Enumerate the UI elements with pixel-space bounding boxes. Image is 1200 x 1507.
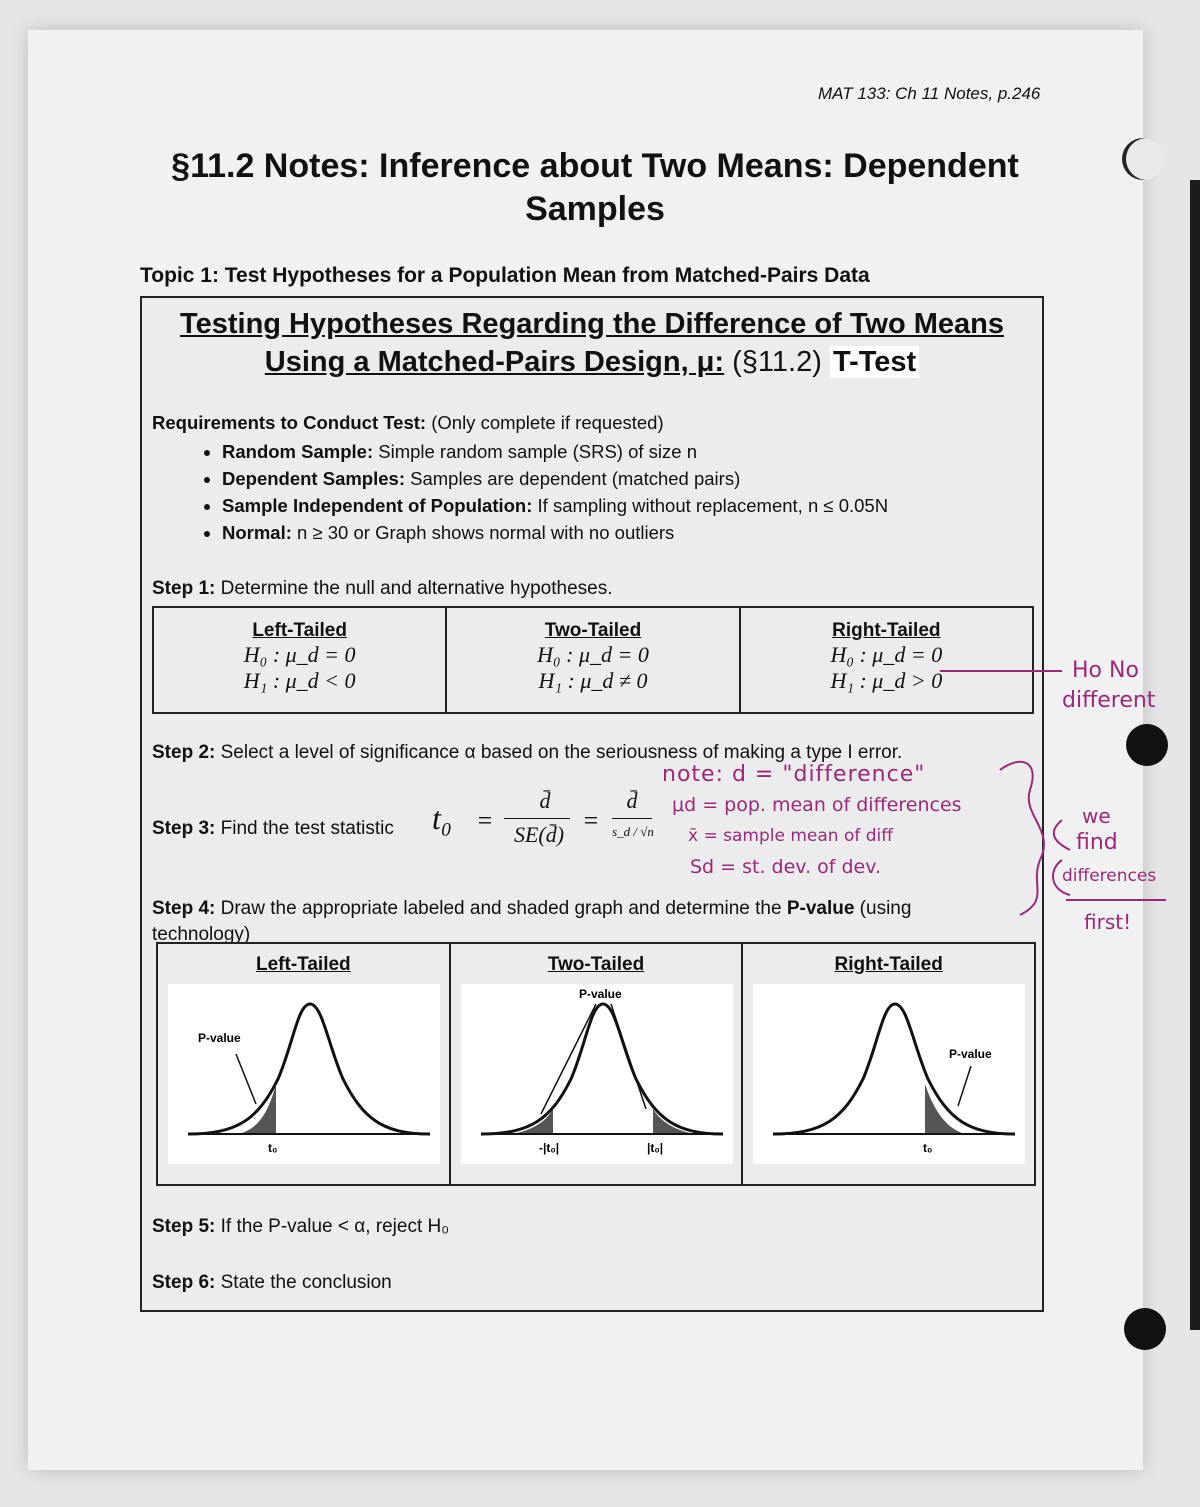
requirements-list [190,438,888,546]
svg-text:|t₀|: |t₀| [646,1141,663,1155]
test-box: Testing Hypotheses Regarding the Difference of Two Means Using a Matched-Pairs Design, μ: (§11.2) T-Test Requirements to Conduct Test: (Only complete if requested) • Random Sample: Simple random sample (SRS) of size n • Dependent Samples: Samples are dependent (matched pairs) • Sample Independent of Population: If sampling without replacement, n ≤ 0.05N • Normal: n ≥ 30 or Graph shows normal with no outliers Step 1: Determine the null and alternative hypotheses. Left-Tailed H₀ : μ_d = 0 H₁ : μ_d < 0 Two-Tailed H₀ : μ_d = 0 H₁ : μ_d ≠ 0 Right-Tailed H₀ : μ_d = 0 H₁ : μ_d > 0 Step 2: Select a level of significance α based on the seriousness of making a type I error. Step 3: Find the test statistic t₀ = d̄ SE(d̄) = d̄ s_d / √n Step 4: Draw the appropriate labeled and shaded graph and determine the P-value (using technology) Left-Tailed P-value t₀ Two-Tailed P-value -|t₀| |t₀| Right-Tailed P-value t₀ Step 5: If the P-value < α, reject H₀ Step 6: State the conclusion [140,296,1044,1312]
punch-hole-bottom [1124,1308,1166,1350]
two-tailed-curve [461,984,733,1164]
handwritten-side-3: differences [1062,866,1157,886]
graph-right: Right-Tailed P-value t₀ [743,944,1034,1184]
handwritten-note-1: note: d = "difference" [662,762,926,787]
hyp-right: Right-Tailed H₀ : μ_d = 0 H₁ : μ_d > 0 [830,620,943,693]
list-item: • Random Sample: Simple random sample (SRS) of size n [222,438,888,465]
page-title: §11.2 Notes: Inference about Two Means: Dependent Samples [171,147,1019,228]
svg-text:t₀: t₀ [923,1141,933,1155]
hypotheses-table [152,606,1034,714]
box-title: Testing Hypotheses Regarding the Difference of Two Means Using a Matched-Pairs Design, μ: (§11.2) T-Test [180,308,1004,378]
svg-text:P-value: P-value [578,987,622,1001]
handwritten-note-2: μd = pop. mean of differences [672,794,962,816]
svg-text:P-value: P-value [949,1047,993,1061]
right-tailed-curve [753,984,1025,1164]
list-item: • Dependent Samples: Samples are dependent (matched pairs) [222,465,888,492]
step-1: Step 1: Determine the null and alternative hypotheses. [152,578,613,599]
requirements-heading: Requirements to Conduct Test: (Only complete if requested) [152,412,664,433]
step-2: Step 2: Select a level of significance α based on the seriousness of making a type I error. [152,742,903,763]
svg-text:-|t₀|: -|t₀| [538,1141,559,1155]
handwritten-h0-1: Ho No [1072,658,1139,683]
step-4: Step 4: Draw the appropriate labeled and shaded graph and determine the P-value (using technology) [152,898,912,945]
list-item: • Sample Independent of Population: If sampling without replacement, n ≤ 0.05N [222,492,888,519]
topic-heading: Topic 1: Test Hypotheses for a Population Mean from Matched-Pairs Data [140,264,870,287]
graph-left: Left-Tailed P-value t₀ [158,944,451,1184]
handwritten-side-2: find [1076,830,1118,855]
punch-hole-middle [1126,724,1168,766]
svg-text:t₀: t₀ [268,1141,278,1155]
hyp-two: Two-Tailed H₀ : μ_d = 0 H₁ : μ_d ≠ 0 [447,608,740,712]
step-3: Step 3: Find the test statistic [152,818,394,839]
handwritten-note-4: Sd = st. dev. of dev. [690,856,882,878]
graph-two: Two-Tailed P-value -|t₀| |t₀| [451,944,744,1184]
page-edge [1190,180,1200,1330]
punch-hole-top [1122,138,1164,180]
handwritten-side-4: first! [1084,910,1132,934]
hyp-left: Left-Tailed H₀ : μ_d = 0 H₁ : μ_d < 0 [154,608,447,712]
handwritten-note-3: x̄ = sample mean of diff [688,826,893,846]
list-item: • Normal: n ≥ 30 or Graph shows normal with no outliers [222,519,888,546]
svg-text:P-value: P-value [198,1031,241,1045]
header-ref: MAT 133: Ch 11 Notes, p.246 [818,84,1041,103]
step-5: Step 5: If the P-value < α, reject H₀ [152,1216,450,1237]
handwritten-h0-2: different [1062,688,1156,713]
graphs-table [156,942,1036,1186]
handwritten-side-1: we [1082,804,1111,828]
left-tailed-curve [168,984,440,1164]
step-6: Step 6: State the conclusion [152,1272,392,1293]
